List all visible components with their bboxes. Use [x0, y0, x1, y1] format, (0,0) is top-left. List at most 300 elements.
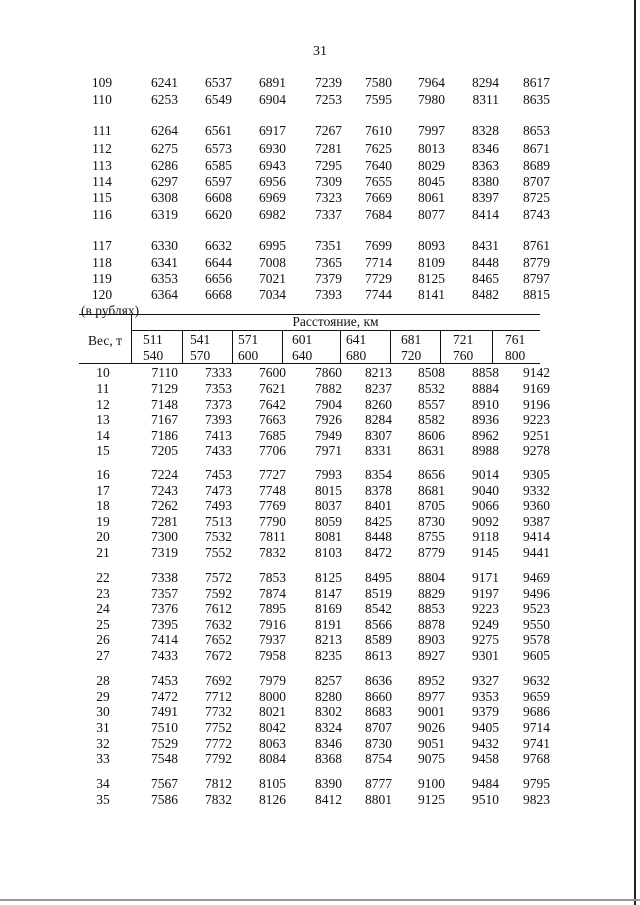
- price-cell: 8294: [472, 75, 499, 90]
- table-row: [0, 792, 640, 808]
- table-row: [0, 673, 640, 689]
- price-cell: 7373: [205, 397, 232, 412]
- weight-cell: 32: [96, 736, 110, 751]
- table-row: [0, 704, 640, 720]
- price-cell: 8213: [365, 365, 392, 380]
- table-row: [0, 255, 640, 271]
- price-cell: 8037: [315, 498, 342, 513]
- price-cell: 7600: [259, 365, 286, 380]
- weight-cell: 25: [96, 617, 110, 632]
- weight-cell: 112: [92, 141, 112, 156]
- price-cell: 9458: [472, 751, 499, 766]
- price-cell: 8126: [259, 792, 286, 807]
- price-cell: 8125: [315, 570, 342, 585]
- price-cell: 7712: [205, 689, 232, 704]
- weight-cell: 20: [96, 529, 110, 544]
- price-cell: 8878: [418, 617, 445, 632]
- weight-cell: 24: [96, 601, 110, 616]
- price-cell: 8755: [418, 529, 445, 544]
- table-row: [0, 545, 640, 561]
- price-cell: 7129: [151, 381, 178, 396]
- price-cell: 8093: [418, 238, 445, 253]
- table-row: [0, 514, 640, 530]
- price-cell: 8412: [315, 792, 342, 807]
- price-cell: 7186: [151, 428, 178, 443]
- price-cell: 6995: [259, 238, 286, 253]
- price-cell: 9387: [523, 514, 550, 529]
- range-from: 761: [505, 332, 526, 347]
- price-cell: 7357: [151, 586, 178, 601]
- price-cell: 8414: [472, 207, 499, 222]
- price-cell: 7642: [259, 397, 286, 412]
- price-cell: 7772: [205, 736, 232, 751]
- price-cell: 8169: [315, 601, 342, 616]
- weight-cell: 33: [96, 751, 110, 766]
- price-cell: 7337: [315, 207, 342, 222]
- price-cell: 9768: [523, 751, 550, 766]
- price-cell: 7993: [315, 467, 342, 482]
- header-column-divider: [232, 330, 233, 364]
- price-cell: 9301: [472, 648, 499, 663]
- price-cell: 7714: [365, 255, 392, 270]
- price-cell: 7580: [365, 75, 392, 90]
- header-column-divider: [440, 330, 441, 364]
- price-cell: 8000: [259, 689, 286, 704]
- price-cell: 7513: [205, 514, 232, 529]
- price-cell: 8635: [523, 92, 550, 107]
- price-cell: 6353: [151, 271, 178, 286]
- price-cell: 9432: [472, 736, 499, 751]
- price-cell: 7393: [315, 287, 342, 302]
- price-cell: 8631: [418, 443, 445, 458]
- weight-cell: 17: [96, 483, 110, 498]
- price-cell: 8988: [472, 443, 499, 458]
- price-cell: 6656: [205, 271, 232, 286]
- price-cell: 9171: [472, 570, 499, 585]
- price-cell: 6917: [259, 123, 286, 138]
- range-from: 721: [453, 332, 474, 347]
- range-to: 720: [401, 348, 422, 363]
- price-cell: 7621: [259, 381, 286, 396]
- header-column-divider: [390, 330, 391, 364]
- price-cell: 7224: [151, 467, 178, 482]
- price-cell: 9360: [523, 498, 550, 513]
- price-cell: 8815: [523, 287, 550, 302]
- weight-cell: 120: [91, 287, 113, 302]
- price-cell: 9223: [472, 601, 499, 616]
- price-cell: 8029: [418, 158, 445, 173]
- price-cell: 7433: [205, 443, 232, 458]
- table-row: [0, 601, 640, 617]
- table-row: [0, 617, 640, 633]
- price-cell: 8589: [365, 632, 392, 647]
- price-cell: 9441: [523, 545, 550, 560]
- price-cell: 7281: [315, 141, 342, 156]
- price-cell: 7333: [205, 365, 232, 380]
- weight-cell: 117: [92, 238, 112, 253]
- table-row: [0, 529, 640, 545]
- price-cell: 8105: [259, 776, 286, 791]
- price-cell: 7874: [259, 586, 286, 601]
- price-cell: 7632: [205, 617, 232, 632]
- price-cell: 7413: [205, 428, 232, 443]
- weight-cell: 14: [96, 428, 110, 443]
- price-cell: 8532: [418, 381, 445, 396]
- price-cell: 8063: [259, 736, 286, 751]
- price-cell: 8103: [315, 545, 342, 560]
- price-cell: 7979: [259, 673, 286, 688]
- table-row: [0, 123, 640, 139]
- price-cell: 8519: [365, 586, 392, 601]
- price-cell: 6891: [259, 75, 286, 90]
- table-row: [0, 498, 640, 514]
- price-cell: 8109: [418, 255, 445, 270]
- price-cell: 8508: [418, 365, 445, 380]
- table-row: [0, 751, 640, 767]
- price-cell: 8495: [365, 570, 392, 585]
- table-row: [0, 238, 640, 254]
- price-cell: 7655: [365, 174, 392, 189]
- price-cell: 7684: [365, 207, 392, 222]
- table-row: [0, 648, 640, 664]
- price-cell: 8042: [259, 720, 286, 735]
- price-cell: 8280: [315, 689, 342, 704]
- range-from: 681: [401, 332, 422, 347]
- price-cell: 9414: [523, 529, 550, 544]
- price-cell: 7295: [315, 158, 342, 173]
- table-row: [0, 720, 640, 736]
- price-cell: 7971: [315, 443, 342, 458]
- range-to: 570: [190, 348, 211, 363]
- price-cell: 8021: [259, 704, 286, 719]
- table-row: [0, 412, 640, 428]
- price-cell: 7812: [205, 776, 232, 791]
- range-to: 680: [346, 348, 367, 363]
- price-cell: 6341: [151, 255, 178, 270]
- price-cell: 7699: [365, 238, 392, 253]
- price-cell: 9197: [472, 586, 499, 601]
- price-cell: 6608: [205, 190, 232, 205]
- price-cell: 8059: [315, 514, 342, 529]
- price-cell: 7997: [418, 123, 445, 138]
- price-cell: 8077: [418, 207, 445, 222]
- price-cell: 7748: [259, 483, 286, 498]
- price-cell: 7727: [259, 467, 286, 482]
- price-cell: 8936: [472, 412, 499, 427]
- price-cell: 7319: [151, 545, 178, 560]
- table-row: [0, 174, 640, 190]
- price-cell: 8472: [365, 545, 392, 560]
- price-cell: 7625: [365, 141, 392, 156]
- price-cell: 7860: [315, 365, 342, 380]
- price-cell: 7572: [205, 570, 232, 585]
- price-cell: 7958: [259, 648, 286, 663]
- table-row: [0, 467, 640, 483]
- table-row: [0, 381, 640, 397]
- price-cell: 8797: [523, 271, 550, 286]
- price-cell: 8448: [365, 529, 392, 544]
- price-cell: 8707: [523, 174, 550, 189]
- price-cell: 8081: [315, 529, 342, 544]
- price-cell: 8754: [365, 751, 392, 766]
- range-from: 511: [143, 332, 163, 347]
- price-cell: 8617: [523, 75, 550, 90]
- weight-cell: 114: [92, 174, 112, 189]
- price-cell: 9823: [523, 792, 550, 807]
- table-row: [0, 776, 640, 792]
- price-cell: 6297: [151, 174, 178, 189]
- price-cell: 7532: [205, 529, 232, 544]
- price-cell: 9251: [523, 428, 550, 443]
- price-cell: 8380: [472, 174, 499, 189]
- price-cell: 8363: [472, 158, 499, 173]
- price-cell: 9741: [523, 736, 550, 751]
- price-cell: 6241: [151, 75, 178, 90]
- price-cell: 9523: [523, 601, 550, 616]
- price-cell: 7433: [151, 648, 178, 663]
- price-cell: 8656: [418, 467, 445, 482]
- price-cell: 7640: [365, 158, 392, 173]
- price-cell: 7021: [259, 271, 286, 286]
- price-cell: 7964: [418, 75, 445, 90]
- price-cell: 9196: [523, 397, 550, 412]
- price-cell: 7595: [365, 92, 392, 107]
- weight-cell: 28: [96, 673, 110, 688]
- price-cell: 7811: [259, 529, 286, 544]
- price-cell: 9469: [523, 570, 550, 585]
- price-cell: 6253: [151, 92, 178, 107]
- weight-cell: 18: [96, 498, 110, 513]
- price-cell: 7110: [151, 365, 178, 380]
- price-cell: 7365: [315, 255, 342, 270]
- price-cell: 7652: [205, 632, 232, 647]
- price-cell: 9075: [418, 751, 445, 766]
- price-cell: 8952: [418, 673, 445, 688]
- range-from: 571: [238, 332, 259, 347]
- weight-cell: 11: [96, 381, 110, 396]
- price-cell: 7949: [315, 428, 342, 443]
- price-cell: 7253: [315, 92, 342, 107]
- price-cell: 7491: [151, 704, 178, 719]
- price-cell: 7510: [151, 720, 178, 735]
- price-cell: 8582: [418, 412, 445, 427]
- price-cell: 7472: [151, 689, 178, 704]
- price-cell: 8705: [418, 498, 445, 513]
- price-cell: 8324: [315, 720, 342, 735]
- price-cell: 8779: [523, 255, 550, 270]
- price-cell: 8707: [365, 720, 392, 735]
- range-to: 760: [453, 348, 474, 363]
- price-cell: 8257: [315, 673, 342, 688]
- weight-cell: 12: [96, 397, 110, 412]
- price-cell: 9379: [472, 704, 499, 719]
- price-cell: 7034: [259, 287, 286, 302]
- price-cell: 6275: [151, 141, 178, 156]
- price-cell: 8425: [365, 514, 392, 529]
- price-cell: 7167: [151, 412, 178, 427]
- price-cell: 8147: [315, 586, 342, 601]
- price-cell: 7752: [205, 720, 232, 735]
- price-cell: 6319: [151, 207, 178, 222]
- table-row: [0, 570, 640, 586]
- price-cell: 6969: [259, 190, 286, 205]
- price-cell: 8557: [418, 397, 445, 412]
- price-cell: 9578: [523, 632, 550, 647]
- price-cell: 9040: [472, 483, 499, 498]
- table-row: [0, 483, 640, 499]
- price-cell: 7853: [259, 570, 286, 585]
- price-cell: 8401: [365, 498, 392, 513]
- price-cell: 6943: [259, 158, 286, 173]
- weight-cell: 116: [92, 207, 112, 222]
- price-cell: 8125: [418, 271, 445, 286]
- price-cell: 8431: [472, 238, 499, 253]
- price-cell: 9327: [472, 673, 499, 688]
- price-cell: 8397: [472, 190, 499, 205]
- price-cell: 7267: [315, 123, 342, 138]
- price-cell: 7895: [259, 601, 286, 616]
- price-cell: 7882: [315, 381, 342, 396]
- price-cell: 8977: [418, 689, 445, 704]
- price-cell: 8858: [472, 365, 499, 380]
- price-cell: 7473: [205, 483, 232, 498]
- unit-label: (в рублях): [81, 303, 140, 318]
- price-cell: 6585: [205, 158, 232, 173]
- price-cell: 8368: [315, 751, 342, 766]
- price-cell: 7672: [205, 648, 232, 663]
- table-row: [0, 632, 640, 648]
- price-cell: 7586: [151, 792, 178, 807]
- distance-column-header: Расстояние, км: [292, 314, 379, 329]
- price-cell: 8260: [365, 397, 392, 412]
- price-cell: 8284: [365, 412, 392, 427]
- price-cell: 7414: [151, 632, 178, 647]
- price-cell: 7548: [151, 751, 178, 766]
- price-cell: 7393: [205, 412, 232, 427]
- weight-cell: 19: [96, 514, 110, 529]
- price-cell: 7980: [418, 92, 445, 107]
- price-cell: 8761: [523, 238, 550, 253]
- price-cell: 8910: [472, 397, 499, 412]
- table-row: [0, 586, 640, 602]
- header-column-divider: [492, 330, 493, 364]
- price-cell: 7353: [205, 381, 232, 396]
- price-cell: 7916: [259, 617, 286, 632]
- table-row: [0, 190, 640, 206]
- price-cell: 8743: [523, 207, 550, 222]
- price-cell: 7685: [259, 428, 286, 443]
- table-row: [0, 271, 640, 287]
- table-row: [0, 689, 640, 705]
- price-cell: 8927: [418, 648, 445, 663]
- price-cell: 6904: [259, 92, 286, 107]
- price-cell: 8237: [365, 381, 392, 396]
- price-cell: 8328: [472, 123, 499, 138]
- price-cell: 7395: [151, 617, 178, 632]
- price-cell: 6930: [259, 141, 286, 156]
- price-cell: 8660: [365, 689, 392, 704]
- weight-cell: 10: [96, 365, 110, 380]
- price-cell: 6364: [151, 287, 178, 302]
- price-cell: 8141: [418, 287, 445, 302]
- price-cell: 8725: [523, 190, 550, 205]
- price-cell: 8390: [315, 776, 342, 791]
- price-cell: 9278: [523, 443, 550, 458]
- price-cell: 7376: [151, 601, 178, 616]
- price-cell: 8378: [365, 483, 392, 498]
- price-cell: 7663: [259, 412, 286, 427]
- price-cell: 7148: [151, 397, 178, 412]
- price-cell: 8804: [418, 570, 445, 585]
- price-cell: 9169: [523, 381, 550, 396]
- weight-cell: 113: [92, 158, 112, 173]
- price-cell: 8045: [418, 174, 445, 189]
- weight-cell: 15: [96, 443, 110, 458]
- price-cell: 7937: [259, 632, 286, 647]
- price-cell: 7612: [205, 601, 232, 616]
- price-cell: 7338: [151, 570, 178, 585]
- page-edge-bottom: [0, 899, 640, 901]
- table-row: [0, 287, 640, 303]
- range-to: 540: [143, 348, 164, 363]
- price-cell: 9066: [472, 498, 499, 513]
- price-cell: 9714: [523, 720, 550, 735]
- price-cell: 7769: [259, 498, 286, 513]
- price-cell: 7281: [151, 514, 178, 529]
- weight-cell: 34: [96, 776, 110, 791]
- price-cell: 8801: [365, 792, 392, 807]
- price-cell: 7008: [259, 255, 286, 270]
- price-cell: 8213: [315, 632, 342, 647]
- table-row: [0, 92, 640, 108]
- price-cell: 7323: [315, 190, 342, 205]
- price-cell: 8636: [365, 673, 392, 688]
- price-cell: 7792: [205, 751, 232, 766]
- price-cell: 9405: [472, 720, 499, 735]
- price-cell: 6561: [205, 123, 232, 138]
- price-cell: 8015: [315, 483, 342, 498]
- weight-cell: 31: [96, 720, 110, 735]
- header-divider: [131, 330, 540, 331]
- range-to: 600: [238, 348, 259, 363]
- table-row: [0, 365, 640, 381]
- price-cell: 8346: [315, 736, 342, 751]
- page-number: 31: [313, 44, 327, 59]
- price-cell: 8777: [365, 776, 392, 791]
- price-cell: 8653: [523, 123, 550, 138]
- price-cell: 6330: [151, 238, 178, 253]
- price-cell: 9249: [472, 617, 499, 632]
- price-cell: 9550: [523, 617, 550, 632]
- price-cell: 7669: [365, 190, 392, 205]
- weight-cell: 30: [96, 704, 110, 719]
- weight-cell: 23: [96, 586, 110, 601]
- price-cell: 7790: [259, 514, 286, 529]
- price-cell: 8302: [315, 704, 342, 719]
- range-from: 601: [292, 332, 313, 347]
- price-cell: 6537: [205, 75, 232, 90]
- price-cell: 9605: [523, 648, 550, 663]
- table-row: [0, 736, 640, 752]
- price-cell: 8354: [365, 467, 392, 482]
- price-cell: 7567: [151, 776, 178, 791]
- weight-cell: 35: [96, 792, 110, 807]
- price-cell: 7205: [151, 443, 178, 458]
- header-column-divider: [282, 330, 283, 364]
- price-cell: 8829: [418, 586, 445, 601]
- weight-cell: 22: [96, 570, 110, 585]
- price-cell: 9026: [418, 720, 445, 735]
